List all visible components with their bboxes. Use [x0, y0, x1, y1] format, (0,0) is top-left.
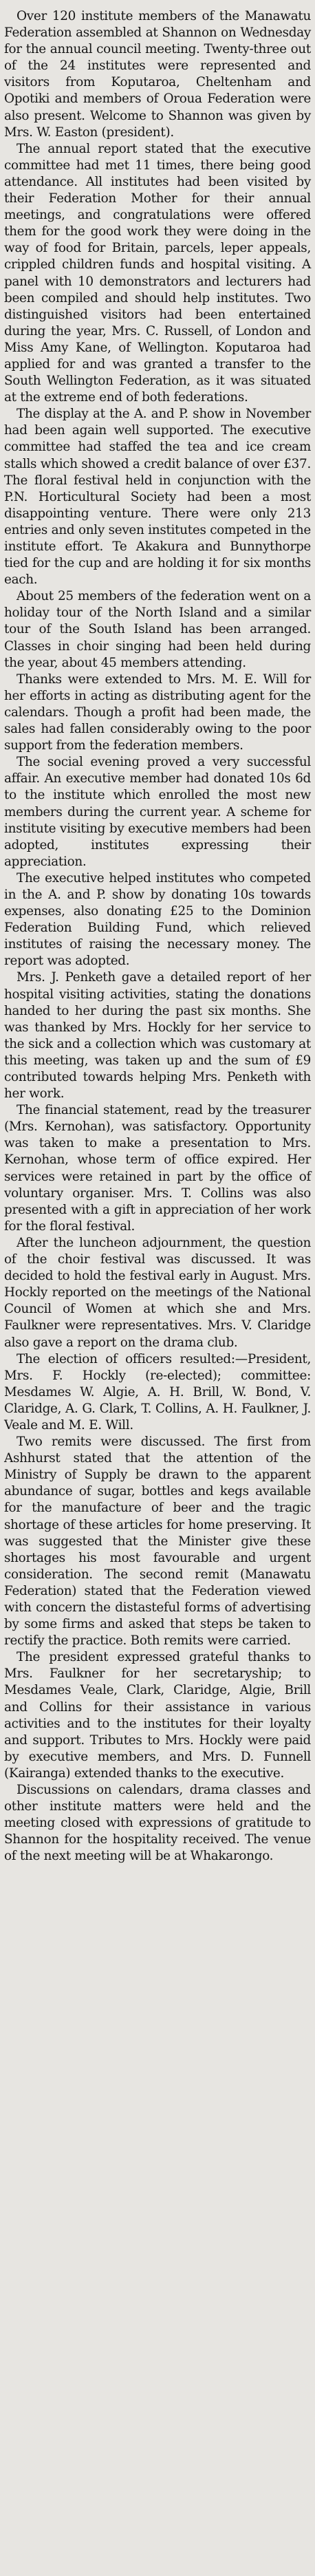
- paragraph-show-display: The display at the A. and P. show in November had been again well supported. The executive committee had staffed the tea and ice cream stalls which showed a credit balance of over £37. The floral festival held in conjunction with the P.N. Horticultural Society had been a most disappointing venture. There were only 213 entries and only seven institutes competed in the institute effort. Te Akakura and Bunnythorpe tied for the cup and are holding it for six months each.: [4, 407, 311, 588]
- paragraph-executive-help: The executive helped institutes who competed in the A. and P. show by donating 10s towards expenses, also donating £25 to the Dominion Federation Building Fund, which relieved institutes of raising the necessary money. The report was adopted.: [4, 870, 311, 969]
- paragraph-social-evening: The social evening proved a very successful affair. An executive member had donated 10s 6d to the institute which enrolled the most new members during the current year. A scheme for institute visiting by executive members had been adopted, institutes expressing their appreciation.: [4, 755, 311, 869]
- paragraph-thanks: The president expressed grateful thanks to Mrs. Faulkner for her secretaryship; to Mesdames Veale, Clark, Claridge, Algie, Brill and Collins for their assistance in various activities and to the institutes for their loyalty and support. Tributes to Mrs. Hockly were paid by executive members, and Mrs. D. Funnell (Kairanga) extended thanks to the executive.: [4, 1650, 311, 1781]
- paragraph-hospital-visiting: Mrs. J. Penketh gave a detailed report of her hospital visiting activities, stating the donations handed to her during the past six months. She was thanked by Mrs. Hockly for her service to the sick and a collection which was customary at this meeting, was taken up and the sum of £9 contributed towards helping Mrs. Penketh with her work.: [4, 970, 311, 1102]
- paragraph-choir-festival: After the luncheon adjournment, the question of the choir festival was discussed. It was decided to hold the festival early in August. Mrs. Hockly reported on the meetings of the National Council of Women at which she and Mrs. Faulkner were representatives. Mrs. V. Claridge also gave a report on the drama club.: [4, 1235, 311, 1350]
- paragraph-closing: Discussions on calendars, drama classes and other institute matters were held and the meeting closed with expressions of gratitude to Shannon for the hospitality received. The venue of the next meeting will be at Whakarongo.: [4, 1783, 311, 1864]
- paragraph-election: The election of officers resulted:—President, Mrs. F. Hockly (re-elected); committee: Mesdames W. Algie, A. H. Brill, W. Bond, V. Claridge, A. G. Clark, T. Collins, A. H. Faulkner, J. Veale and M. E. Will.: [4, 1351, 311, 1432]
- paragraph-remits: Two remits were discussed. The first from Ashhurst stated that the attention of the Ministry of Supply be drawn to the apparent abundance of sugar, bottles and kegs available for the manufacture of beer and the tragic shortage of these articles for home preserving. It was suggested that the Minister give these shortages his most favourable and urgent consideration. The second remit (Manawatu Federation) stated that the Federation viewed with concern the distasteful forms of advertising by some firms and asked that steps be taken to rectify the practice. Both remits were carried.: [4, 1435, 311, 1649]
- paragraph-intro: Over 120 institute members of the Manawatu Federation assembled at Shannon on Wednesday for the annual council meeting. Twenty-three out of the 24 institutes were represented and visitors from Koputaroa, Cheltenham and Opotiki and members of Oroua Federation were also present. Welcome to Shannon was given by Mrs. W. Easton (president).: [4, 9, 311, 140]
- article-column: [4, 8, 311, 1865]
- paragraph-annual-report: The annual report stated that the executive committee had met 11 times, there being good attendance. All institutes had been visited by their Federation Mother for their annual meetings, and congratulations were offered them for the good work they were doing in the way of food for Britain, parcels, leper appeals, crippled children funds and hospital visiting. A panel with 10 demonstrators and lecturers had been compiled and should help institutes. Two distinguished visitors had been entertained during the year, Mrs. C. Russell, of London and Miss Amy Kane, of Wellington. Koputaroa had applied for and was granted a transfer to the South Wellington Federation, as it was situated at the extreme end of both federations.: [4, 141, 311, 405]
- paragraph-calendars: Thanks were extended to Mrs. M. E. Will for her efforts in acting as distributing agent for the calendars. Though a profit had been made, the sales had fallen considerably owing to the poor support from the federation members.: [4, 672, 311, 753]
- paragraph-tours: About 25 members of the federation went on a holiday tour of the North Island and a similar tour of the South Island has been arranged. Classes in choir singing had been held during the year, about 45 members attending.: [4, 589, 311, 670]
- paragraph-financial-statement: The financial statement, read by the treasurer (Mrs. Kernohan), was satisfactory. Opportunity was taken to make a presentation to Mrs. Kernohan, whose term of office expired. Her services were retained in part by the office of voluntary organiser. Mrs. T. Collins was also presented with a gift in appreciation of her work for the floral festival.: [4, 1103, 311, 1234]
